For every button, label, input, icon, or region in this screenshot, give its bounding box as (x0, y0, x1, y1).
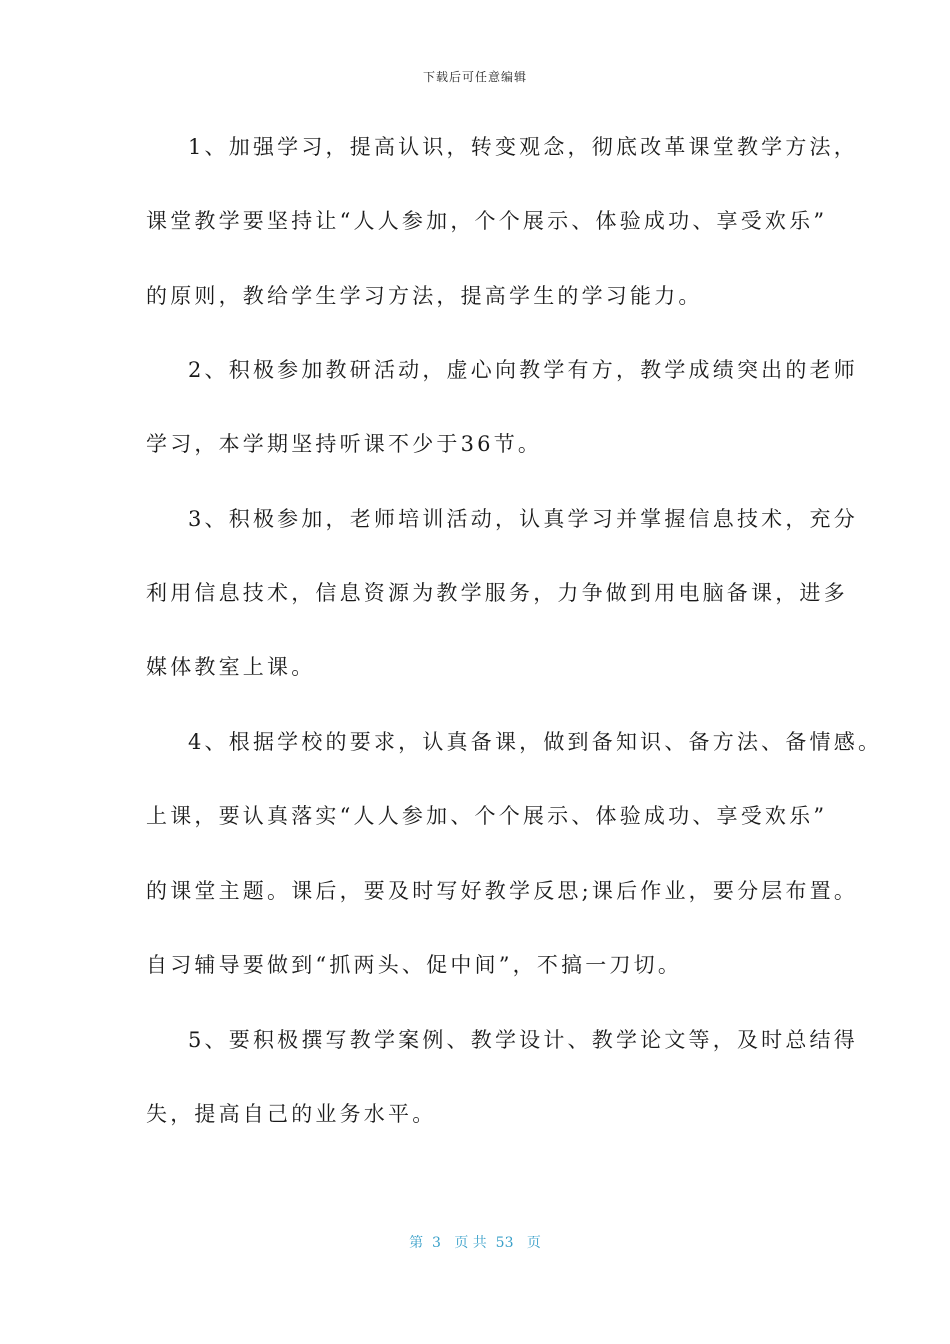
paragraph-1-line-1: 1、加强学习，提高认识，转变观念，彻底改革课堂教学方法， (188, 135, 858, 159)
paragraph-5-line-2: 失，提高自己的业务水平。 (146, 1102, 437, 1126)
paragraph-4-line-1: 4、根据学校的要求，认真备课，做到备知识、备方法、备情感。 (188, 730, 883, 754)
paragraph-5-line-1: 5、要积极撰写教学案例、教学设计、教学论文等，及时总结得 (188, 1028, 858, 1052)
paragraph-1-line-3: 的原则，教给学生学习方法，提高学生的学习能力。 (146, 284, 703, 308)
paragraph-1-line-2: 课堂教学要坚持让“人人参加，个个展示、体验成功、享受欢乐” (146, 209, 828, 233)
paragraph-4-line-3: 的课堂主题。课后，要及时写好教学反思;课后作业，要分层布置。 (146, 879, 859, 903)
page-footer: 第 3 页 共 53 页 (409, 1235, 541, 1251)
page-header: 下载后可任意编辑 (422, 70, 527, 84)
paragraph-3-line-3: 媒体教室上课。 (146, 655, 316, 679)
paragraph-3-line-1: 3、积极参加，老师培训活动，认真学习并掌握信息技术，充分 (188, 507, 858, 531)
paragraph-4-line-2: 上课，要认真落实“人人参加、个个展示、体验成功、享受欢乐” (146, 804, 828, 828)
paragraph-3-line-2: 利用信息技术，信息资源为教学服务，力争做到用电脑备课，进多 (146, 581, 848, 605)
paragraph-4-line-4: 自习辅导要做到“抓两头、促中间”，不搞一刀切。 (146, 953, 683, 977)
paragraph-2-line-2: 学习，本学期坚持听课不少于36节。 (146, 432, 543, 456)
paragraph-2-line-1: 2、积极参加教研活动，虚心向教学有方，教学成绩突出的老师 (188, 358, 858, 382)
